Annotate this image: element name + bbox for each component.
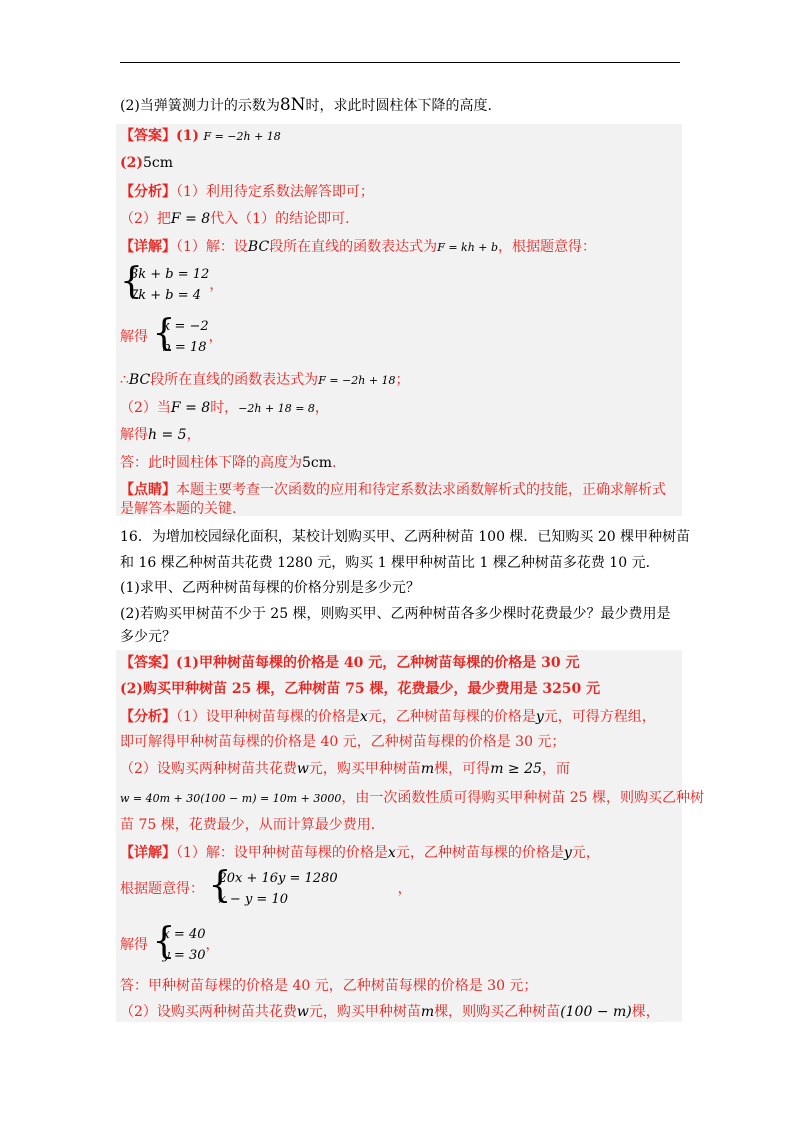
q16-system2: 解得 { x = 40 y = 30 ， (120, 921, 220, 963)
q15-part2: (2)当弹簧测力计的示数为8N时，求此时圆柱体下降的高度. (120, 95, 492, 115)
q15-comment1: 【点睛】本题主要考查一次函数的应用和待定系数法求函数解析式的技能，正确求解析式 (120, 482, 666, 498)
q16-analysis2-line2: w = 40m + 30(100 − m) = 10m + 3000，由一次函数性质可得购买甲种树苗 25 棵，则购买乙种树 (120, 790, 705, 806)
q16-part2-2: 多少元？ (120, 629, 176, 645)
q15-detail1: 【详解】（1）解：设BC段所在直线的函数表达式为F = kh + b，根据题意得： (120, 239, 597, 255)
q16-system1: 根据题意得： { 20x + 16y = 1280 x − y = 10 ， (120, 865, 412, 907)
q15-final: 答：此时圆柱体下降的高度为5cm. (120, 455, 337, 471)
q16-analysis1: 【分析】（1）设甲种树苗每棵的价格是x元，乙种树苗每棵的价格是y元，可得方程组， (120, 709, 656, 725)
q15-analysis2: （2）把F = 8代入（1）的结论即可. (120, 211, 350, 227)
q16-part1: (1)求甲、乙两种树苗每棵的价格分别是多少元？ (120, 580, 420, 596)
q16-detail1: 【详解】（1）解：设甲种树苗每棵的价格是x元，乙种树苗每棵的价格是y元， (120, 845, 600, 861)
q16-part2-1: (2)若购买甲树苗不少于 25 棵，则购买甲、乙两种树苗各多少棵时花费最少？最少费用是 (120, 606, 671, 622)
q15-comment2: 是解答本题的关键. (120, 501, 237, 517)
q16-stem2: 和 16 棵乙种树苗共花费 1280 元，购买 1 棵甲种树苗比 1 棵乙种树苗多花费 10 元． (120, 555, 660, 571)
q15-analysis1: 【分析】（1）利用待定系数法解答即可； (120, 184, 374, 200)
q15-therefore: ∴BC段所在直线的函数表达式为F = −2h + 18； (120, 372, 410, 388)
q15-system1: { 3k + b = 12 7k + b = 4 ， (120, 261, 224, 303)
q16-analysis2-line3: 苗 75 棵，花费最少，从而计算最少费用． (120, 817, 385, 833)
q16-stem1: 16．为增加校园绿化面积，某校计划购买甲、乙两种树苗 100 棵．已知购买 20 棵甲种树苗 (120, 529, 691, 545)
q15-answer2: (2)5cm (120, 155, 174, 171)
q15-system2: 解得 { k = −2 b = 18 ， (120, 313, 223, 355)
answer-block-q16 (116, 650, 682, 1022)
header-rule (120, 62, 680, 63)
q16-answer1: 【答案】(1)甲种树苗每棵的价格是 40 元，乙种树苗每棵的价格是 30 元 (120, 655, 580, 671)
q16-analysis2: （2）设购买两种树苗共花费w元，购买甲种树苗m棵，可得m ≥ 25，而 (120, 761, 570, 777)
q16-analysis1-line2: 即可解得甲种树苗每棵的价格是 40 元，乙种树苗每棵的价格是 30 元； (120, 734, 566, 750)
q16-final1: 答：甲种树苗每棵的价格是 40 元，乙种树苗每棵的价格是 30 元； (120, 978, 538, 994)
q15-solve-h: 解得h = 5， (120, 427, 201, 443)
q16-answer2: (2)购买甲种树苗 25 棵，乙种树苗 75 棵，花费最少，最少费用是 3250 元 (120, 681, 601, 697)
q15-detail2: （2）当F = 8时，−2h + 18 = 8， (120, 400, 329, 416)
q15-answer1: 【答案】(1) F = −2h + 18 (120, 128, 281, 144)
q16-detail2: （2）设购买两种树苗共花费w元，购买甲种树苗m棵，则购买乙种树苗(100 − m)棵， (120, 1004, 660, 1020)
